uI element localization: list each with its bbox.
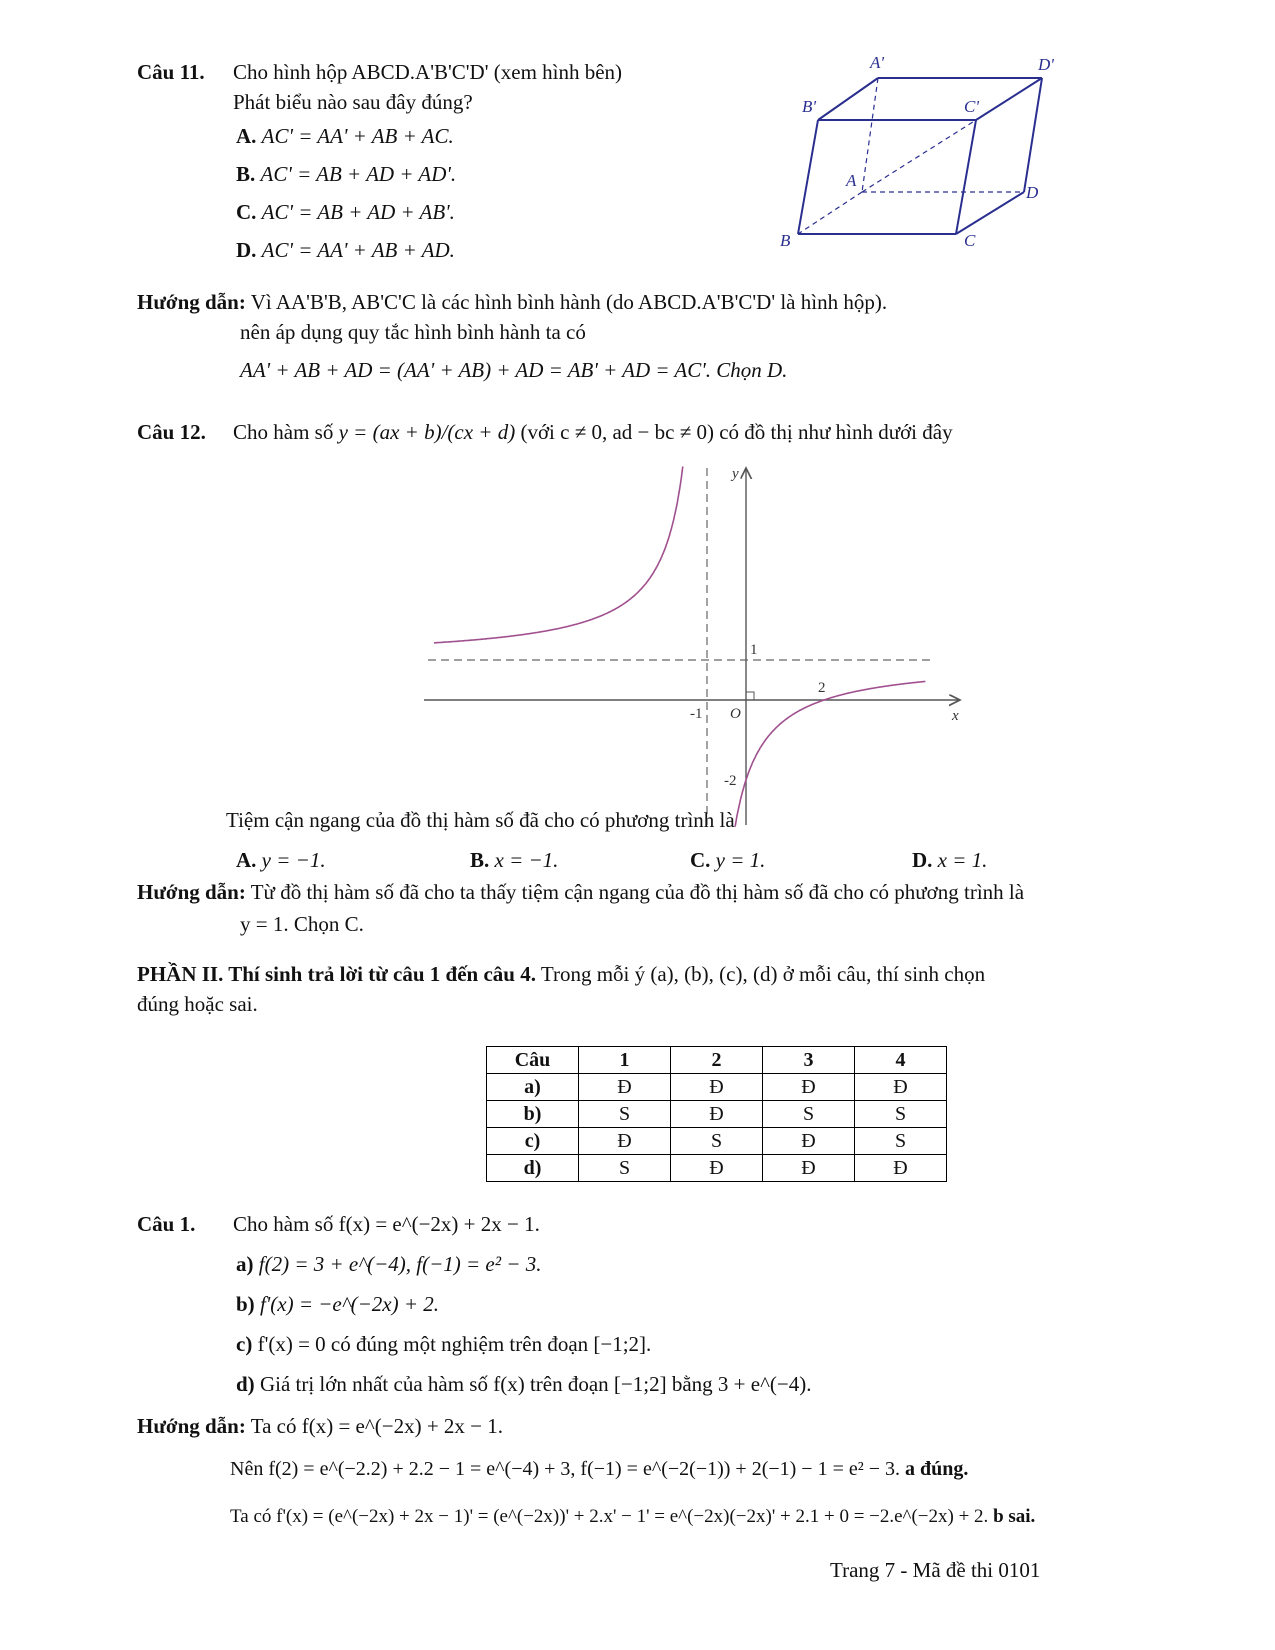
option-text: x = 1. (937, 848, 988, 872)
option-text: y = −1. (261, 848, 326, 872)
table-cell: a) (487, 1074, 579, 1101)
tick-label-minus2: -2 (724, 773, 737, 789)
option-text: AC' = AB + AD + AD'. (260, 162, 457, 186)
guide-line1: Vì AA'B'B, AB'C'C là các hình bình hành (do ABCD.A'B'C'D' là hình hộp). (250, 290, 888, 314)
stem-pre: Cho hàm số (233, 420, 334, 444)
option-key: B. (236, 162, 256, 186)
table-cell: S (855, 1128, 947, 1155)
label-B1: B' (802, 97, 817, 116)
tick-label-2: 2 (818, 680, 826, 696)
stem-formula: y = (ax + b)/(cx + d) (338, 420, 516, 444)
part2-title: PHẦN II. Thí sinh trả lời từ câu 1 đến câu 4. (137, 962, 536, 986)
part2-heading (137, 962, 985, 987)
option-text: AC' = AA' + AB + AD. (261, 238, 455, 262)
table-cell: Đ (671, 1101, 763, 1128)
option-key: A. (236, 124, 257, 148)
item-text: Giá trị lớn nhất của hàm số f(x) trên đoạn [−1;2] bằng 3 + e^(−4). (259, 1372, 812, 1396)
q12-option-d (912, 848, 987, 873)
answer-table (486, 1046, 947, 1182)
option-key: C. (690, 848, 711, 872)
label-A1: A' (870, 53, 885, 72)
label-D1: D' (1038, 55, 1054, 74)
q11-guide (137, 290, 887, 315)
q11-guide-line2: nên áp dụng quy tắc hình bình hành ta có (240, 320, 586, 344)
q12-option-a (236, 848, 326, 873)
p2q1-item-d (236, 1372, 812, 1397)
guide-line1: Ta có f(x) = e^(−2x) + 2x − 1. (250, 1414, 504, 1438)
q12-number: Câu 12. (137, 420, 206, 444)
guide-line2-tag: a đúng. (905, 1458, 969, 1480)
guide-line1: Từ đồ thị hàm số đã cho ta thấy tiệm cận ngang của đồ thị hàm số đã cho có phương trình là (250, 880, 1025, 904)
q12-option-b (470, 848, 558, 873)
label-B: B (780, 231, 791, 250)
option-key: C. (236, 200, 257, 224)
x-axis-label: x (952, 708, 959, 724)
table-cell: Đ (763, 1155, 855, 1182)
table-header-cell: 2 (671, 1047, 763, 1074)
table-cell: S (855, 1101, 947, 1128)
q12-guide (137, 880, 1024, 905)
table-header-row (487, 1047, 947, 1074)
table-cell: Đ (579, 1128, 671, 1155)
option-text: x = −1. (494, 848, 559, 872)
q11-option-d (236, 238, 455, 263)
table-header-cell: 1 (579, 1047, 671, 1074)
curve-left-branch (434, 467, 683, 643)
table-row (487, 1101, 947, 1128)
item-key: d) (236, 1372, 255, 1396)
option-text: AC' = AB + AD + AB'. (261, 200, 455, 224)
item-text: f'(x) = −e^(−2x) + 2. (259, 1292, 439, 1316)
option-key: B. (470, 848, 490, 872)
item-key: c) (236, 1332, 253, 1356)
item-key: a) (236, 1252, 254, 1276)
label-C1: C' (964, 97, 979, 116)
p2q1-item-a (236, 1252, 541, 1277)
option-key: D. (236, 238, 257, 262)
item-text: f(2) = 3 + e^(−4), f(−1) = e² − 3. (258, 1252, 542, 1276)
stem-post: (với c ≠ 0, ad − bc ≠ 0) có đồ thị như hình dưới đây (520, 420, 953, 444)
table-cell: S (763, 1101, 855, 1128)
table-cell: Đ (579, 1074, 671, 1101)
table-row (487, 1155, 947, 1182)
table-header-cell: 4 (855, 1047, 947, 1074)
guide-line3-text: Ta có f'(x) = (e^(−2x) + 2x − 1)' = (e^(−2x))' + 2.x' − 1' = e^(−2x)(−2x)' + 2.1 + 0 = −2.e^(−2x) + 2. (230, 1506, 989, 1527)
label-A: A (846, 171, 857, 190)
q12-stem (233, 420, 953, 445)
q11-stem2: Phát biểu nào sau đây đúng? (233, 90, 473, 114)
table-row (487, 1074, 947, 1101)
option-text: y = 1. (715, 848, 766, 872)
part2-desc: Trong mỗi ý (a), (b), (c), (d) ở mỗi câu, thí sinh chọn (540, 962, 986, 986)
guide-label: Hướng dẫn: (137, 880, 246, 904)
page-footer: Trang 7 - Mã đề thi 0101 (830, 1558, 1041, 1582)
table-cell: S (579, 1101, 671, 1128)
guide-line3-tag: b sai. (993, 1506, 1036, 1527)
p2q1-item-b (236, 1292, 439, 1317)
guide-label: Hướng dẫn: (137, 1414, 246, 1438)
p2q1-stem: Cho hàm số f(x) = e^(−2x) + 2x − 1. (233, 1212, 540, 1236)
q11-guide-line3: AA' + AB + AD = (AA' + AB) + AD = AB' + AD = AC'. Chọn D. (240, 358, 788, 382)
table-header-cell: Câu (487, 1047, 579, 1074)
item-key: b) (236, 1292, 255, 1316)
table-cell: Đ (855, 1155, 947, 1182)
table-cell: b) (487, 1101, 579, 1128)
table-header-cell: 3 (763, 1047, 855, 1074)
option-text: AC' = AA' + AB + AC. (261, 124, 454, 148)
q11-stem: Cho hình hộp ABCD.A'B'C'D' (xem hình bên) (233, 60, 623, 84)
q11-number: Câu 11. (137, 60, 205, 84)
table-cell: S (671, 1128, 763, 1155)
label-D: D (1026, 183, 1039, 202)
p2q1-number: Câu 1. (137, 1212, 196, 1236)
q12-guide-line2: y = 1. Chọn C. (240, 912, 364, 936)
table-cell: c) (487, 1128, 579, 1155)
table-cell: Đ (763, 1128, 855, 1155)
parallelepiped-figure (780, 50, 1070, 260)
p2q1-guide-line3 (230, 1506, 1035, 1528)
q12-question: Tiệm cận ngang của đồ thị hàm số đã cho có phương trình là (226, 808, 735, 832)
p2q1-guide-line2 (230, 1458, 968, 1481)
table-cell: Đ (763, 1074, 855, 1101)
table-cell: d) (487, 1155, 579, 1182)
curve-right-branch (735, 681, 925, 826)
label-C: C (964, 231, 976, 250)
tick-label-1: 1 (750, 642, 758, 658)
table-row (487, 1128, 947, 1155)
q11-option-a (236, 124, 454, 149)
q11-option-c (236, 200, 455, 225)
part2-desc2: đúng hoặc sai. (137, 992, 258, 1016)
guide-line2-text: Nên f(2) = e^(−2.2) + 2.2 − 1 = e^(−4) + 3, f(−1) = e^(−2(−1)) + 2(−1) − 1 = e² − 3. (230, 1458, 901, 1480)
option-key: D. (912, 848, 933, 872)
table-cell: Đ (671, 1155, 763, 1182)
table-cell: Đ (855, 1074, 947, 1101)
item-text: f'(x) = 0 có đúng một nghiệm trên đoạn [−1;2]. (257, 1332, 652, 1356)
y-axis-label: y (732, 466, 739, 482)
p2q1-item-c (236, 1332, 651, 1357)
table-cell: S (579, 1155, 671, 1182)
tick-label-minus1: -1 (690, 706, 703, 722)
q12-option-c (690, 848, 765, 873)
guide-label: Hướng dẫn: (137, 290, 246, 314)
option-key: A. (236, 848, 257, 872)
origin-label: O (730, 706, 741, 722)
function-graph (400, 460, 980, 830)
table-cell: Đ (671, 1074, 763, 1101)
p2q1-guide (137, 1414, 503, 1439)
q11-option-b (236, 162, 456, 187)
